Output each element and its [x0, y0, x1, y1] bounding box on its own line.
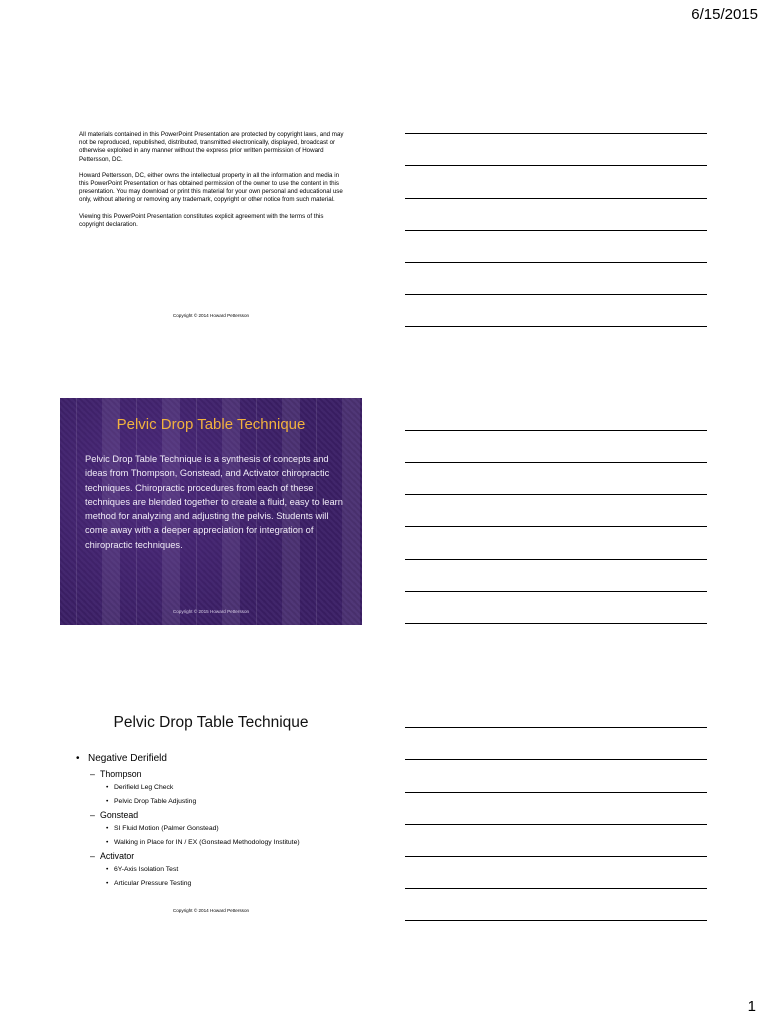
- list-item: • Pelvic Drop Table Adjusting: [72, 795, 362, 809]
- note-line: [405, 165, 707, 166]
- list-item: – Thompson: [72, 767, 362, 781]
- slide-title: Pelvic Drop Table Technique: [113, 714, 309, 731]
- slide-body: Pelvic Drop Table Technique is a synthesis of concepts and ideas from Thompson, Gonstead, and Activator chiropractic techniques. Chiropractic procedures from each of these techniques are blended together to create a fluid, easy to learn method for analyzing and adjusting the pelvis. Students will come away with a deeper appreciation for integration of chiropractic techniques.: [85, 454, 343, 550]
- note-line: [405, 133, 707, 134]
- list-item: • Derifield Leg Check: [72, 781, 362, 795]
- list-item: • Negative Derifield: [72, 750, 362, 767]
- note-line: [405, 591, 707, 592]
- list-item: • Articular Pressure Testing: [72, 877, 362, 891]
- list-item: • SI Fluid Motion (Palmer Gonstead): [72, 822, 362, 836]
- slide-copyright: Copyright © 2015 Howard Pettersson: [172, 609, 250, 614]
- note-line: [405, 888, 707, 889]
- list-item: • 6Y-Axis Isolation Test: [72, 863, 362, 877]
- note-line: [405, 262, 707, 263]
- copyright-notice-text: [79, 131, 349, 237]
- slide-title: Pelvic Drop Table Technique: [116, 416, 306, 433]
- notice-paragraph: All materials contained in this PowerPoint Presentation are protected by copyright laws, and may not be reproduced, republished, distributed, transmitted electronically, displayed, broadcast or otherwise exploited in any manner without the express prior written permission of Howard Pettersson, DC.: [79, 131, 344, 163]
- note-line: [405, 198, 707, 199]
- notice-paragraph: Viewing this PowerPoint Presentation constitutes explicit agreement with the terms of this copyright declaration.: [79, 212, 324, 228]
- list-item: – Activator: [72, 849, 362, 863]
- note-line: [405, 920, 707, 921]
- list-item: • Walking in Place for IN / EX (Gonstead Methodology Institute): [72, 836, 362, 850]
- note-line: [405, 792, 707, 793]
- bullet-list: [72, 750, 362, 890]
- list-item: – Gonstead: [72, 808, 362, 822]
- note-line: [405, 759, 707, 760]
- note-line: [405, 462, 707, 463]
- slide-outline: [60, 700, 362, 927]
- slide-copyright: Copyright © 2014 Howard Pettersson: [172, 313, 250, 318]
- note-line: [405, 727, 707, 728]
- note-line: [405, 326, 707, 327]
- slide-intro: [60, 398, 362, 625]
- note-line: [405, 494, 707, 495]
- note-line: [405, 230, 707, 231]
- note-line: [405, 430, 707, 431]
- slide-copyright: Copyright © 2014 Howard Pettersson: [172, 908, 250, 913]
- slide-copyright-notice: [60, 117, 362, 344]
- note-line: [405, 824, 707, 825]
- note-line: [405, 623, 707, 624]
- page-number: 1: [747, 998, 756, 1015]
- note-line: [405, 559, 707, 560]
- print-date: 6/15/2015: [691, 6, 758, 23]
- note-line: [405, 526, 707, 527]
- note-line: [405, 856, 707, 857]
- notice-paragraph: Howard Pettersson, DC, either owns the intellectual property in all the information and media in this PowerPoint Presentation or has obtained permission of the owner to use the content in this presentation. You may download or print this material for your own personal and educational use only, without altering or removing any trademark, copyright or other notice from such material.: [79, 171, 343, 204]
- note-line: [405, 294, 707, 295]
